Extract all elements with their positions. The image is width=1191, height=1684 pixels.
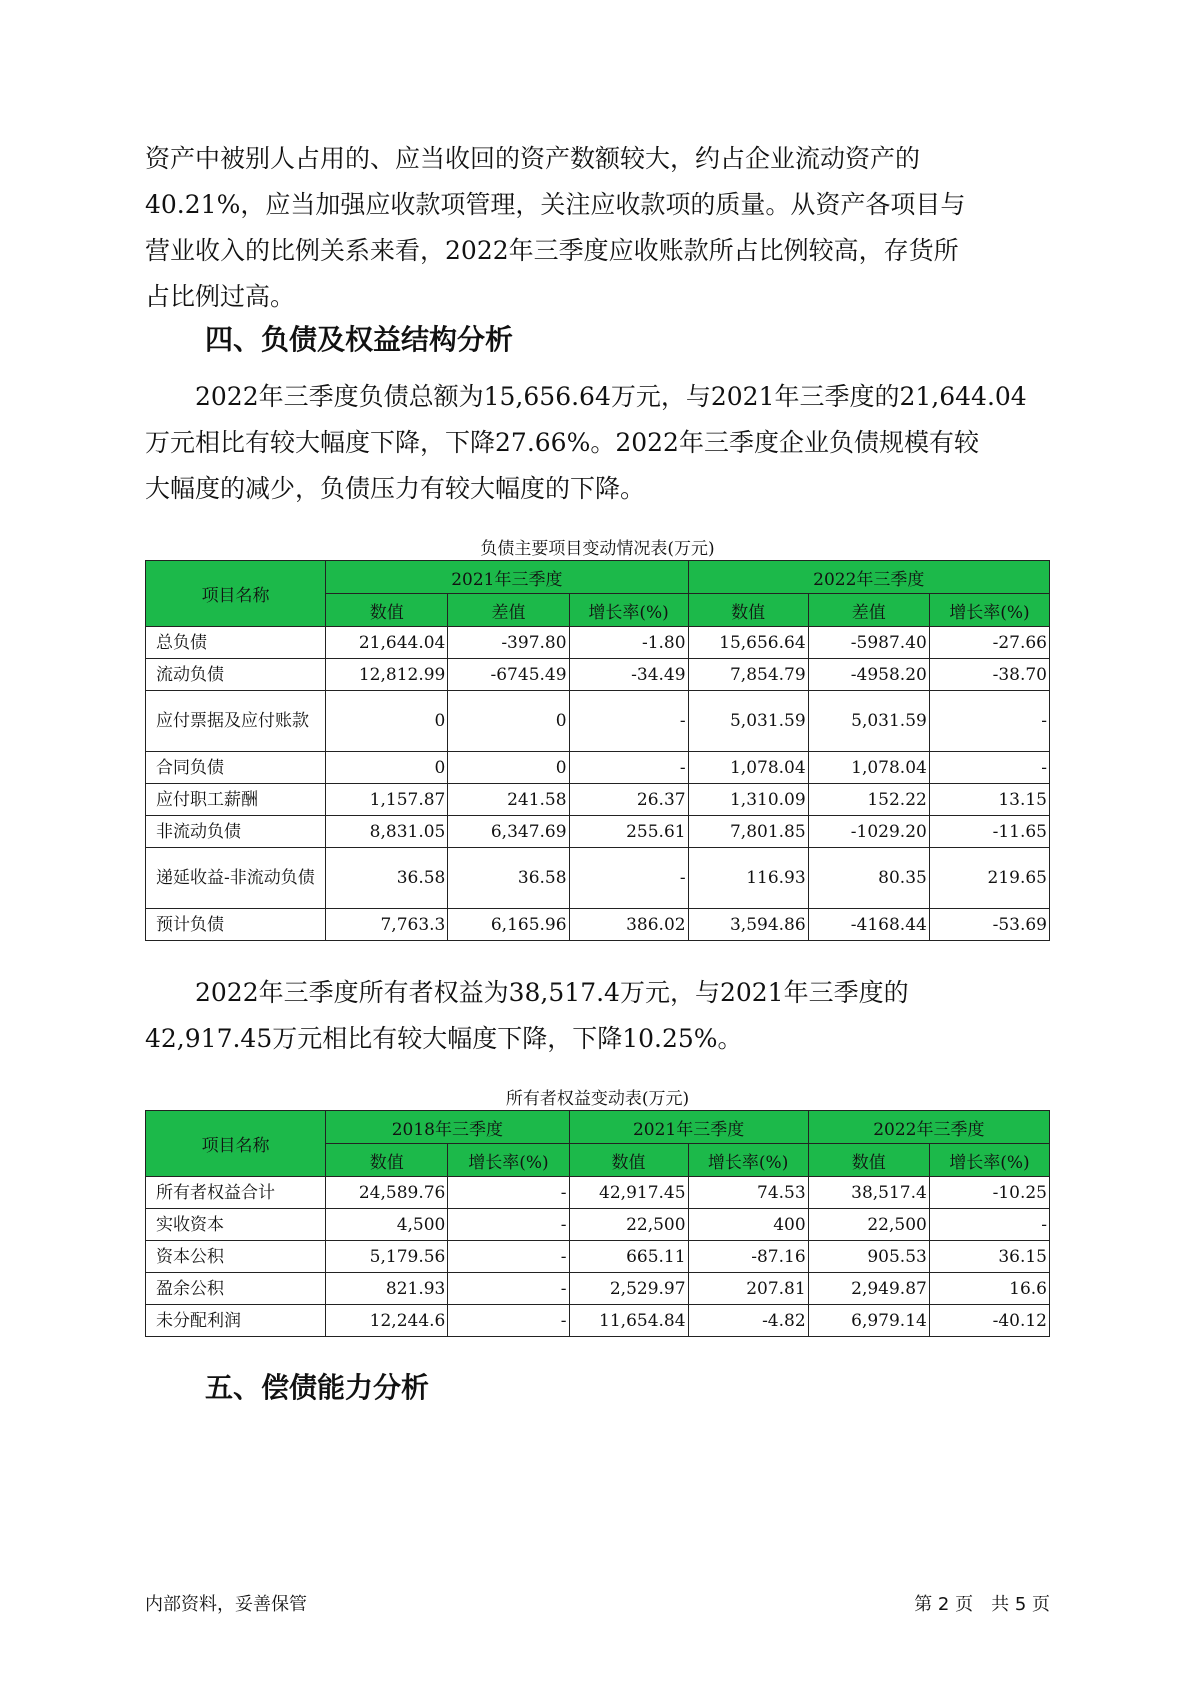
column-header: 数值 — [688, 594, 808, 627]
table-cell: 219.65 — [929, 848, 1049, 909]
table-caption-liabilities: 负债主要项目变动情况表(万元) — [480, 539, 715, 559]
table-cell: - — [448, 1241, 569, 1273]
text-line: 万元相比有较大幅度下降，下降27.66%。2022年三季度企业负债规模有较 — [145, 428, 979, 457]
section-heading-liability-equity: 四、负债及权益结构分析 — [205, 323, 514, 356]
table-cell: 22,500 — [569, 1209, 688, 1241]
table-cell: 38,517.4 — [808, 1177, 929, 1209]
text-line: 占比例过高。 — [145, 282, 296, 311]
text-line: 2022年三季度所有者权益为38,517.4万元，与2021年三季度的 — [145, 978, 909, 1007]
table-cell: -4168.44 — [808, 909, 929, 941]
text-line: 大幅度的减少，负债压力有较大幅度的下降。 — [145, 474, 646, 503]
text-line: 资产中被别人占用的、应当收回的资产数额较大，约占企业流动资产的 — [145, 144, 921, 173]
row-item-name: 盈余公积 — [146, 1273, 326, 1305]
table-row — [146, 784, 1050, 816]
column-group-header: 2021年三季度 — [326, 561, 688, 594]
table-cell: -40.12 — [929, 1305, 1049, 1337]
paragraph-equity-summary — [145, 970, 1065, 1062]
table-cell: -4958.20 — [808, 659, 929, 691]
table-cell: 22,500 — [808, 1209, 929, 1241]
table-cell: 42,917.45 — [569, 1177, 688, 1209]
table-cell: 6,347.69 — [448, 816, 569, 848]
table-cell: - — [929, 752, 1049, 784]
column-header-item-name: 项目名称 — [146, 1111, 326, 1177]
table-row — [146, 1177, 1050, 1209]
table-cell: 2,949.87 — [808, 1273, 929, 1305]
table-cell: 8,831.05 — [326, 816, 448, 848]
table-cell: 152.22 — [808, 784, 929, 816]
table-cell: 74.53 — [688, 1177, 808, 1209]
table-cell: -27.66 — [929, 627, 1049, 659]
column-header: 增长率(%) — [448, 1144, 569, 1177]
table-cell: 3,594.86 — [688, 909, 808, 941]
table-cell: 36.58 — [448, 848, 569, 909]
table-cell: 905.53 — [808, 1241, 929, 1273]
table-row — [146, 816, 1050, 848]
column-header: 差值 — [448, 594, 569, 627]
text-line: 营业收入的比例关系来看，2022年三季度应收账款所占比例较高，存货所 — [145, 236, 959, 265]
table-row — [146, 909, 1050, 941]
table-cell: -6745.49 — [448, 659, 569, 691]
table-cell: 4,500 — [326, 1209, 448, 1241]
table-cell: 12,812.99 — [326, 659, 448, 691]
paragraph-asset-analysis — [145, 136, 1065, 320]
table-cell: - — [448, 1305, 569, 1337]
table-cell: 36.15 — [929, 1241, 1049, 1273]
row-item-name: 资本公积 — [146, 1241, 326, 1273]
table-cell: 0 — [448, 691, 569, 752]
column-header: 数值 — [808, 1144, 929, 1177]
column-header: 差值 — [808, 594, 929, 627]
table-cell: -397.80 — [448, 627, 569, 659]
table-cell: -4.82 — [688, 1305, 808, 1337]
column-group-header: 2021年三季度 — [569, 1111, 808, 1144]
table-cell: 116.93 — [688, 848, 808, 909]
row-item-name: 非流动负债 — [146, 816, 326, 848]
section-heading-solvency: 五、偿债能力分析 — [205, 1371, 430, 1404]
column-header: 增长率(%) — [569, 594, 688, 627]
table-cell: 0 — [448, 752, 569, 784]
paragraph-liability-summary — [145, 374, 1065, 512]
table-row — [146, 848, 1050, 909]
table-cell: -10.25 — [929, 1177, 1049, 1209]
table-cell: - — [448, 1209, 569, 1241]
column-header: 增长率(%) — [929, 594, 1049, 627]
table-row — [146, 627, 1050, 659]
table-cell: - — [569, 848, 688, 909]
row-item-name: 预计负债 — [146, 909, 326, 941]
row-item-name: 所有者权益合计 — [146, 1177, 326, 1209]
row-item-name: 总负债 — [146, 627, 326, 659]
table-cell: 1,078.04 — [688, 752, 808, 784]
row-item-name: 实收资本 — [146, 1209, 326, 1241]
table-row — [146, 1209, 1050, 1241]
column-header: 增长率(%) — [688, 1144, 808, 1177]
table-cell: 80.35 — [808, 848, 929, 909]
column-header-item-name: 项目名称 — [146, 561, 326, 627]
table-cell: 1,157.87 — [326, 784, 448, 816]
table-cell: 6,979.14 — [808, 1305, 929, 1337]
table-cell: 400 — [688, 1209, 808, 1241]
table-row — [146, 1305, 1050, 1337]
table-cell: - — [929, 691, 1049, 752]
table-cell: 0 — [326, 691, 448, 752]
table-cell: 5,031.59 — [808, 691, 929, 752]
table-row — [146, 1273, 1050, 1305]
table-cell: 0 — [326, 752, 448, 784]
table-cell: 2,529.97 — [569, 1273, 688, 1305]
table-cell: 26.37 — [569, 784, 688, 816]
column-header: 数值 — [326, 594, 448, 627]
table-cell: 16.6 — [929, 1273, 1049, 1305]
table-cell: 6,165.96 — [448, 909, 569, 941]
table-cell: - — [448, 1177, 569, 1209]
column-header: 增长率(%) — [929, 1144, 1049, 1177]
text-line: 40.21%，应当加强应收款项管理，关注应收款项的质量。从资产各项目与 — [145, 190, 966, 219]
table-cell: 241.58 — [448, 784, 569, 816]
row-item-name: 流动负债 — [146, 659, 326, 691]
table-cell: 7,854.79 — [688, 659, 808, 691]
table-cell: 36.58 — [326, 848, 448, 909]
table-cell: 13.15 — [929, 784, 1049, 816]
table-cell: -11.65 — [929, 816, 1049, 848]
table-cell: -53.69 — [929, 909, 1049, 941]
table-cell: 24,589.76 — [326, 1177, 448, 1209]
table-cell: -38.70 — [929, 659, 1049, 691]
table-row — [146, 752, 1050, 784]
table-cell: -34.49 — [569, 659, 688, 691]
table-cell: 7,801.85 — [688, 816, 808, 848]
table-cell: 207.81 — [688, 1273, 808, 1305]
table-cell: 7,763.3 — [326, 909, 448, 941]
table-cell: 12,244.6 — [326, 1305, 448, 1337]
equity-table — [145, 1110, 1050, 1337]
column-header: 数值 — [326, 1144, 448, 1177]
table-cell: -1.80 — [569, 627, 688, 659]
column-group-header: 2022年三季度 — [688, 561, 1049, 594]
table-cell: 21,644.04 — [326, 627, 448, 659]
footer-page-number: 第 2 页 共 5 页 — [914, 1594, 1050, 1615]
column-group-header: 2018年三季度 — [326, 1111, 569, 1144]
table-cell: -1029.20 — [808, 816, 929, 848]
table-row — [146, 691, 1050, 752]
table-cell: 1,310.09 — [688, 784, 808, 816]
row-item-name: 应付职工薪酬 — [146, 784, 326, 816]
table-caption-equity: 所有者权益变动表(万元) — [505, 1089, 690, 1109]
column-group-header: 2022年三季度 — [808, 1111, 1049, 1144]
row-item-name: 递延收益-非流动负债 — [146, 848, 326, 909]
table-cell: -5987.40 — [808, 627, 929, 659]
table-cell: - — [569, 691, 688, 752]
table-cell: 15,656.64 — [688, 627, 808, 659]
table-row — [146, 659, 1050, 691]
table-cell: - — [929, 1209, 1049, 1241]
column-header: 数值 — [569, 1144, 688, 1177]
table-cell: 5,031.59 — [688, 691, 808, 752]
text-line: 42,917.45万元相比有较大幅度下降，下降10.25%。 — [145, 1024, 743, 1053]
table-cell: 386.02 — [569, 909, 688, 941]
row-item-name: 未分配利润 — [146, 1305, 326, 1337]
table-row — [146, 1241, 1050, 1273]
footer-confidential-note: 内部资料，妥善保管 — [145, 1594, 307, 1615]
table-cell: 11,654.84 — [569, 1305, 688, 1337]
table-cell: -87.16 — [688, 1241, 808, 1273]
table-cell: - — [448, 1273, 569, 1305]
table-cell: 1,078.04 — [808, 752, 929, 784]
text-line: 2022年三季度负债总额为15,656.64万元，与2021年三季度的21,644.04 — [145, 382, 1027, 411]
table-cell: 255.61 — [569, 816, 688, 848]
row-item-name: 应付票据及应付账款 — [146, 691, 326, 752]
table-cell: 5,179.56 — [326, 1241, 448, 1273]
table-cell: - — [569, 752, 688, 784]
liability-table — [145, 560, 1050, 941]
row-item-name: 合同负债 — [146, 752, 326, 784]
table-cell: 821.93 — [326, 1273, 448, 1305]
table-cell: 665.11 — [569, 1241, 688, 1273]
